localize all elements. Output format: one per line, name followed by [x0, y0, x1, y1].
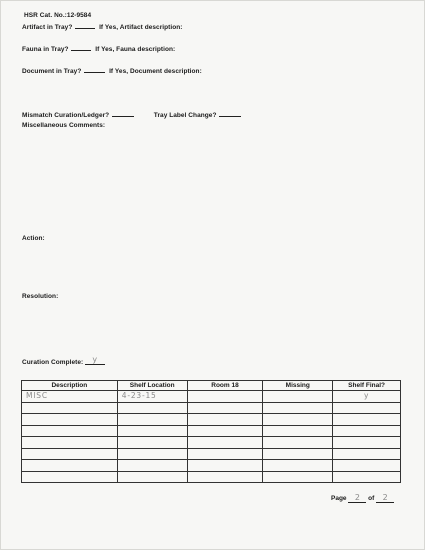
document-blank[interactable]	[84, 66, 105, 73]
shelf-final-cell[interactable]	[333, 471, 401, 483]
shelf-final-cell[interactable]	[333, 448, 401, 460]
column-header-shelf-location: Shelf Location	[117, 381, 187, 391]
missing-cell[interactable]	[263, 471, 333, 483]
shelf-final-cell[interactable]	[333, 402, 401, 414]
description-cell[interactable]: MISC	[22, 391, 118, 403]
shelf-location-cell[interactable]: 4-23-15	[117, 391, 187, 403]
fauna-blank[interactable]	[71, 44, 91, 51]
column-header-shelf-final: Shelf Final?	[333, 381, 401, 391]
page-value[interactable]: 2	[348, 494, 366, 503]
shelf-final-cell[interactable]	[333, 460, 401, 472]
table-row	[22, 448, 401, 460]
table-row	[22, 460, 401, 472]
shelf-location-cell[interactable]	[117, 460, 187, 472]
description-cell[interactable]	[22, 402, 118, 414]
tray-label-change-blank[interactable]	[219, 110, 241, 117]
missing-cell[interactable]	[263, 402, 333, 414]
page-label: Page	[331, 495, 347, 502]
room-18-cell[interactable]	[187, 448, 263, 460]
missing-cell[interactable]	[263, 391, 333, 403]
catalog-number-line	[24, 12, 91, 19]
description-cell[interactable]	[22, 471, 118, 483]
table-row	[22, 425, 401, 437]
of-label: of	[368, 495, 375, 502]
page-total-value[interactable]: 2	[376, 494, 394, 503]
resolution-label: Resolution:	[22, 293, 59, 300]
shelf-location-cell[interactable]	[117, 425, 187, 437]
shelf-location-cell[interactable]	[117, 402, 187, 414]
fauna-label: Fauna in Tray?	[22, 46, 69, 53]
artifact-description-label: If Yes, Artifact description:	[99, 24, 183, 31]
tray-label-change-label: Tray Label Change?	[153, 112, 217, 119]
artifact-blank[interactable]	[75, 22, 95, 29]
catalog-number-label: HSR Cat. No.:	[24, 12, 67, 19]
room-18-cell[interactable]	[187, 414, 263, 426]
table-row	[22, 391, 401, 403]
catalog-number-value: 12-9584	[66, 12, 92, 19]
missing-cell[interactable]	[263, 437, 333, 449]
column-header-missing: Missing	[263, 381, 333, 391]
room-18-cell[interactable]	[187, 471, 263, 483]
missing-cell[interactable]	[263, 425, 333, 437]
mismatch-label: Mismatch Curation/Ledger?	[22, 112, 110, 119]
column-header-description: Description	[22, 381, 118, 391]
description-cell[interactable]	[22, 448, 118, 460]
shelf-final-cell[interactable]	[333, 437, 401, 449]
fauna-line	[22, 44, 175, 53]
document-line	[22, 66, 202, 75]
curation-complete-value[interactable]: y	[85, 356, 105, 365]
missing-cell[interactable]	[263, 460, 333, 472]
artifact-label: Artifact in Tray?	[22, 24, 73, 31]
misc-comments-label: Miscellaneous Comments:	[22, 122, 106, 129]
table-row	[22, 414, 401, 426]
shelf-final-cell[interactable]	[333, 414, 401, 426]
inventory-table	[21, 380, 401, 483]
room-18-cell[interactable]	[187, 402, 263, 414]
shelf-location-cell[interactable]	[117, 414, 187, 426]
shelf-location-cell[interactable]	[117, 471, 187, 483]
room-18-cell[interactable]	[187, 460, 263, 472]
table-row	[22, 402, 401, 414]
artifact-line	[22, 22, 183, 31]
description-cell[interactable]	[22, 414, 118, 426]
room-18-cell[interactable]	[187, 437, 263, 449]
table-header-row	[22, 381, 401, 391]
page-number	[331, 494, 394, 503]
description-cell[interactable]	[22, 425, 118, 437]
curation-complete-label: Curation Complete:	[22, 359, 84, 366]
room-18-cell[interactable]	[187, 391, 263, 403]
action-label: Action:	[22, 235, 45, 242]
shelf-final-cell[interactable]	[333, 425, 401, 437]
document-description-label: If Yes, Document description:	[109, 68, 202, 75]
table-row	[22, 437, 401, 449]
room-18-cell[interactable]	[187, 425, 263, 437]
document-label: Document in Tray?	[22, 68, 82, 75]
mismatch-blank[interactable]	[112, 110, 134, 117]
shelf-location-cell[interactable]	[117, 437, 187, 449]
fauna-description-label: If Yes, Fauna description:	[95, 46, 176, 53]
mismatch-line	[22, 110, 243, 119]
shelf-location-cell[interactable]	[117, 448, 187, 460]
curation-complete-line	[22, 355, 105, 367]
missing-cell[interactable]	[263, 448, 333, 460]
shelf-final-cell[interactable]: y	[333, 391, 401, 403]
table-row	[22, 471, 401, 483]
description-cell[interactable]	[22, 437, 118, 449]
missing-cell[interactable]	[263, 414, 333, 426]
description-cell[interactable]	[22, 460, 118, 472]
column-header-room-18: Room 18	[187, 381, 263, 391]
